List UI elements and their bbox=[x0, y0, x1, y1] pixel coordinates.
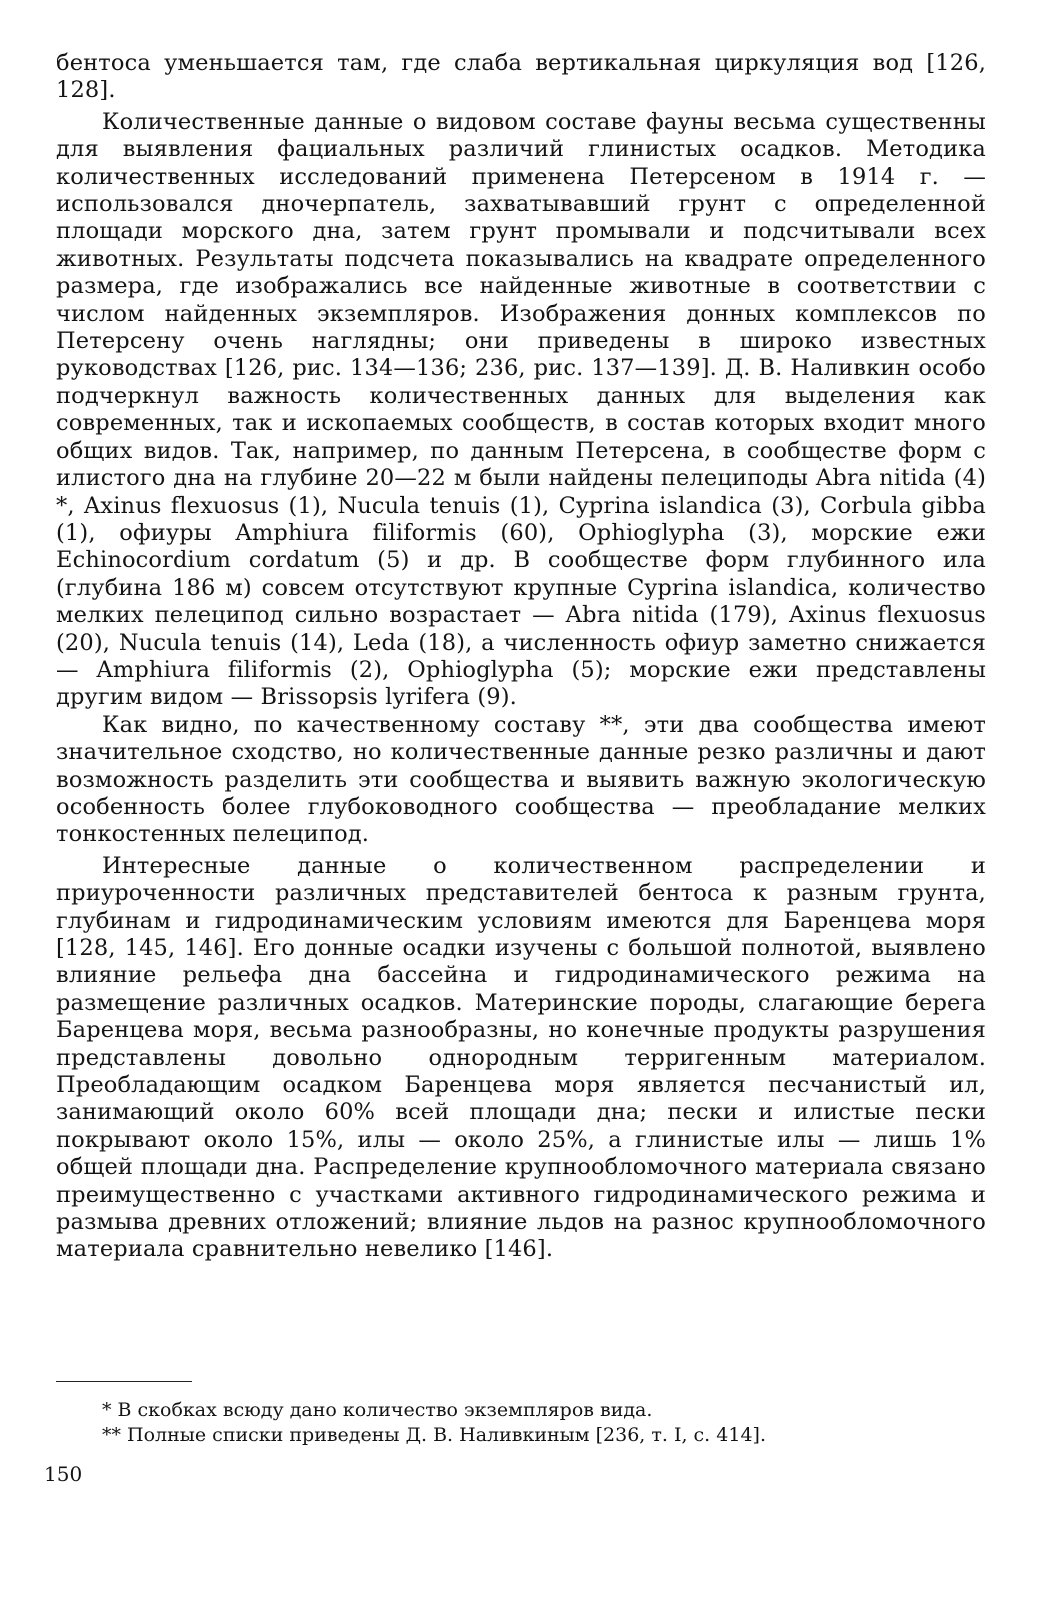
paragraph-barents-sea: Интересные данные о количественном распределении и приуроченности различных представителей бентоса к разным грунта, глубинам и гидродинамическим условиям имеются для Баренцева моря [128, 145, 146]. Его донные осадки изучены с большой полнотой, выявлено влияние рельефа дна бассейна и гидродинамического режима на размещение различных осадков. Материнские породы, слагающие берега Баренцева моря, весьма разнообразны, но конечные продукты разрушения представлены довольно однородным терригенным материалом. Преобладающим осадком Баренцева моря является песчанистый ил, занимающий около 60% всей площади дна; пески и илистые пески покрывают около 15%, илы — около 25%, а глинистые илы — лишь 1% общей площади дна. Распределение крупнообломочного материала связано преимущественно с участками активного гидродинамического режима и размыва древних отложений; влияние льдов на разнос крупнообломочного материала сравнительно невелико [146]. bbox=[56, 852, 986, 1263]
footnote-divider bbox=[56, 1381, 192, 1382]
page-body bbox=[56, 50, 986, 1264]
paragraph-continuation: бентоса уменьшается там, где слаба вертикальная циркуляция вод [126, 128]. bbox=[56, 50, 986, 104]
footnotes bbox=[56, 1398, 986, 1448]
paragraph-quantitative-data: Количественные данные о видовом составе фауны весьма существенны для выявления фациальных различий глинистых осадков. Методика количественных исследований применена Петерсеном в 1914 г. — использовался дночерпатель, захватывавший грунт с определенной площади морского дна, затем грунт промывали и подсчитывали всех животных. Результаты подсчета показывались на квадрате определенного размера, где изображались все найденные животные в соответствии с числом найденных экземпляров. Изображения донных комплексов по Петерсену очень наглядны; они приведены в широко известных руководствах [126, рис. 134—136; 236, рис. 137—139]. Д. В. Наливкин особо подчеркнул важность количественных данных для выделения как современных, так и ископаемых сообществ, в состав которых входит много общих видов. Так, например, по данным Петерсена, в сообществе форм с илистого дна на глубине 20—22 м были найдены пелециподы Abra nitida (4) *, Axinus flexuosus (1), Nucula tenuis (1), Cyprina islandica (3), Corbula gibba (1), офиуры Amphiura filiformis (60), Ophioglypha (3), морские ежи Echinocordium cordatum (5) и др. В сообществе форм глубинного ила (глубина 186 м) совсем отсутствуют крупные Cyprina islandica, количество мелких пелеципод сильно возрастает — Abra nitida (179), Axinus flexuosus (20), Nucula tenuis (14), Leda (18), а численность офиур заметно снижается — Amphiura filiformis (2), Ophioglypha (5); морские ежи представлены другим видом — Brissopsis lyrifera (9). bbox=[56, 108, 986, 711]
page-number: 150 bbox=[44, 1462, 83, 1486]
paragraph-community-comparison: Как видно, по качественному составу **, эти два сообщества имеют значительное сходство, но количественные данные резко различны и дают возможность разделить эти сообщества и выявить важную экологическую особенность более глубоководного сообщества — преобладание мелких тонкостенных пелеципод. bbox=[56, 711, 986, 848]
footnote-2: ** Полные списки приведены Д. В. Наливкиным [236, т. I, с. 414]. bbox=[102, 1424, 766, 1446]
footnote-1: * В скобках всюду дано количество экземпляров вида. bbox=[102, 1399, 653, 1421]
